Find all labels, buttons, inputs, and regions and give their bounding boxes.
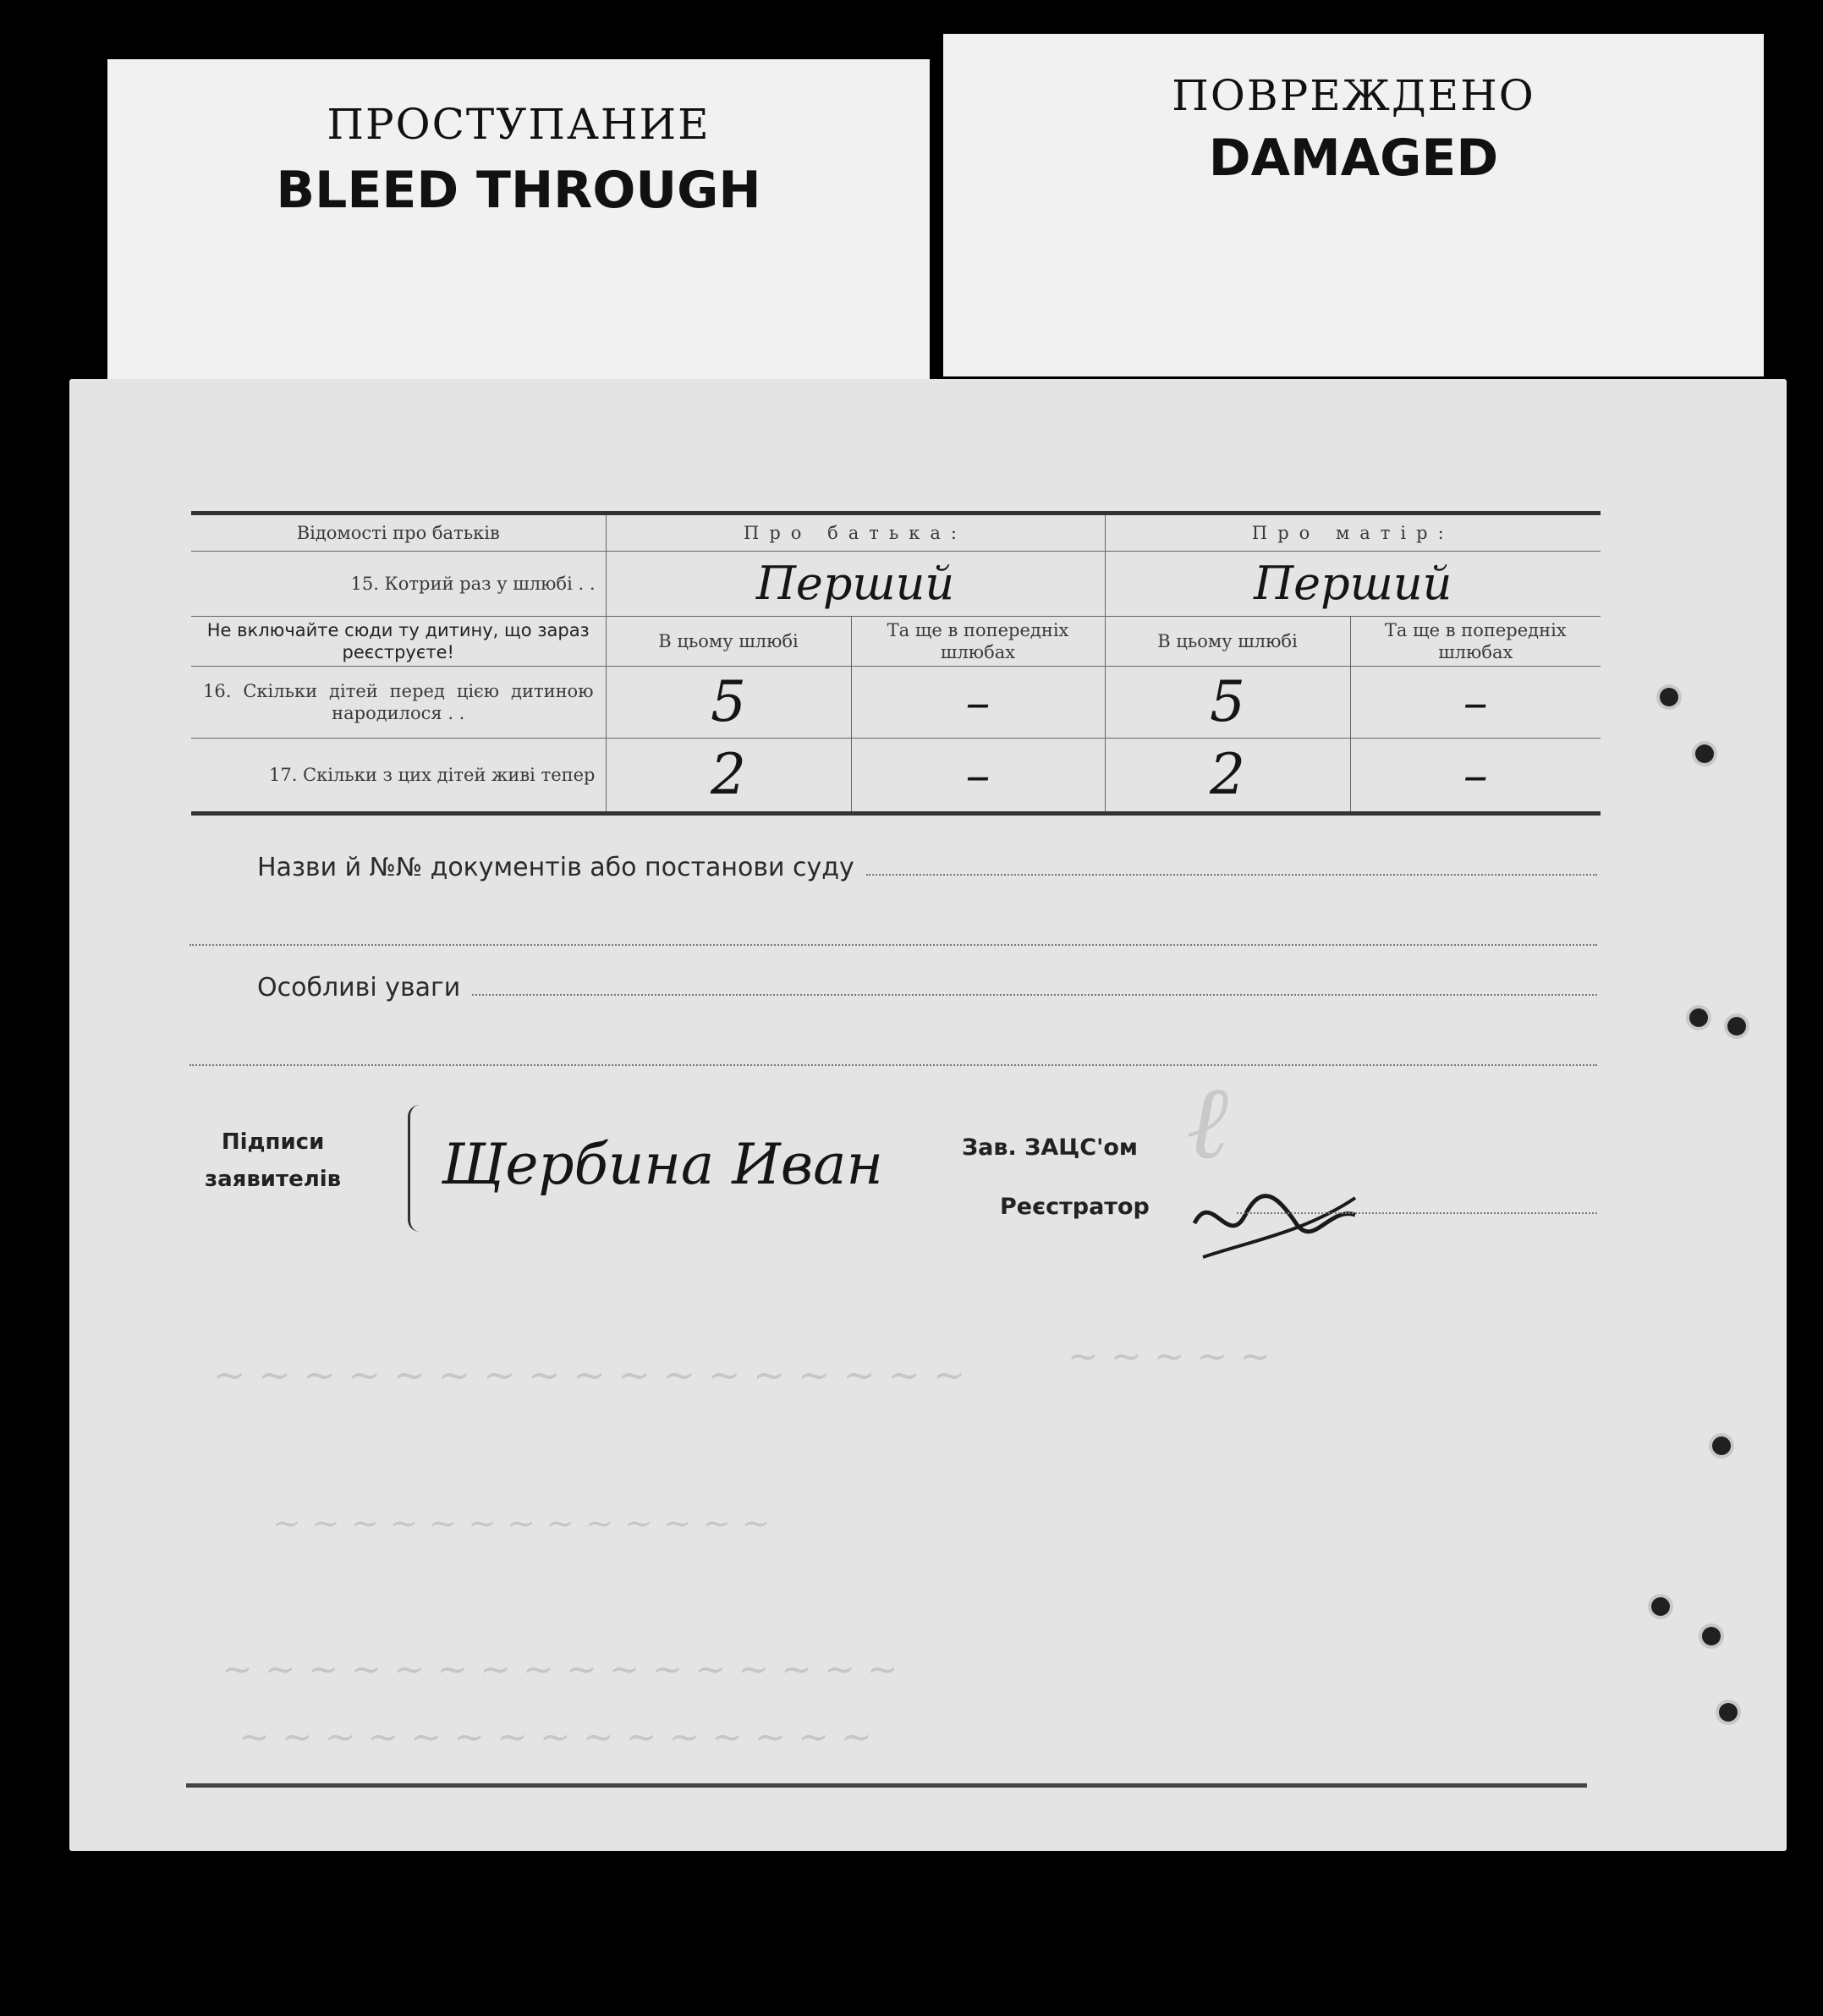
bleed-through-scribble: ~ ~ ~ ~ ~ ~ ~ ~ ~ ~ ~ ~ ~ ~ ~ ~ (222, 1648, 898, 1691)
subheader-father-previous: Та ще в попередніх шлюбах (851, 617, 1105, 667)
exclude-child-note: Не включайте сюди ту дитину, що зараз реєструєте! (191, 617, 606, 667)
punch-hole (1651, 1597, 1670, 1616)
punch-hole (1712, 1436, 1731, 1455)
registrar-signature (1186, 1173, 1372, 1277)
documents-label: Назви й №№ документів або постанови суду (257, 853, 854, 882)
q16-mother-previous: – (1350, 667, 1601, 739)
signature-separator-line (1237, 1212, 1597, 1214)
bleed-through-scribble: ~ ~ ~ ~ ~ (1068, 1335, 1271, 1378)
q17-mother-this: 2 (1105, 739, 1350, 814)
bleed-through-en: BLEED THROUGH (276, 161, 761, 220)
zags-head-label: Зав. ЗАЦС'ом (962, 1134, 1138, 1161)
documents-blank-line (189, 944, 1597, 946)
remarks-fill-line (472, 994, 1597, 996)
q15-father-value: Перший (606, 552, 1105, 617)
remarks-blank-line (189, 1064, 1597, 1066)
punch-hole (1689, 1008, 1708, 1027)
remarks-line (257, 973, 1597, 1003)
header-parents-info: Відомості про батьків (191, 514, 606, 552)
bleed-through-scribble: ~ ~ ~ ~ ~ ~ ~ ~ ~ ~ ~ ~ ~ (272, 1504, 771, 1543)
bleed-through-scribble: ~ ~ ~ ~ ~ ~ ~ ~ ~ ~ ~ ~ ~ ~ ~ ~ ~ (213, 1352, 966, 1398)
signatures-label-line2: заявителів (205, 1167, 342, 1192)
document-sheet (69, 379, 1787, 1851)
damaged-card (943, 34, 1764, 376)
subheader-mother-previous: Та ще в попередніх шлюбах (1350, 617, 1601, 667)
bleed-through-card (107, 59, 930, 381)
q15-mother-value: Перший (1105, 552, 1601, 617)
q15-label: 15. Котрий раз у шлюбі . . (191, 552, 606, 617)
documents-line (257, 853, 1597, 882)
subheader-mother-this-marriage: В цьому шлюбі (1105, 617, 1350, 667)
q16-father-previous: – (851, 667, 1105, 739)
punch-hole (1695, 744, 1714, 763)
applicant-signature: Щербина Иван (442, 1132, 884, 1197)
header-father: Про батька: (606, 514, 1105, 552)
punch-hole (1660, 688, 1678, 706)
signatures-label (205, 1123, 341, 1198)
parents-table (191, 511, 1601, 816)
damaged-en: DAMAGED (1208, 129, 1499, 188)
zags-head-signature-faint: ℓ (1186, 1064, 1228, 1182)
documents-fill-line (866, 874, 1597, 876)
registrar-signature-scribble (1186, 1173, 1372, 1266)
bleed-through-ru: ПРОСТУПАНИЕ (327, 100, 711, 149)
signatures-label-line1: Підписи (221, 1129, 325, 1155)
q17-father-previous: – (851, 739, 1105, 814)
signatures-brace (408, 1105, 420, 1232)
header-mother: Про матір: (1105, 514, 1601, 552)
bottom-rule (186, 1783, 1587, 1788)
q17-mother-previous: – (1350, 739, 1601, 814)
subheader-father-this-marriage: В цьому шлюбі (606, 617, 851, 667)
q16-mother-this: 5 (1105, 667, 1350, 739)
q16-label: 16. Скільки дітей перед цією дитиною народилося . . (191, 667, 606, 739)
punch-hole (1702, 1627, 1721, 1645)
punch-hole (1727, 1017, 1746, 1035)
registrar-label: Реєстратор (1000, 1194, 1150, 1220)
q17-label: 17. Скільки з цих дітей живі тепер (191, 739, 606, 814)
damaged-ru: ПОВРЕЖДЕНО (1172, 71, 1535, 120)
bleed-through-scribble: ~ ~ ~ ~ ~ ~ ~ ~ ~ ~ ~ ~ ~ ~ ~ (239, 1716, 872, 1759)
q16-father-this: 5 (606, 667, 851, 739)
punch-hole (1719, 1703, 1738, 1722)
q17-father-this: 2 (606, 739, 851, 814)
remarks-label: Особливі уваги (257, 973, 461, 1003)
